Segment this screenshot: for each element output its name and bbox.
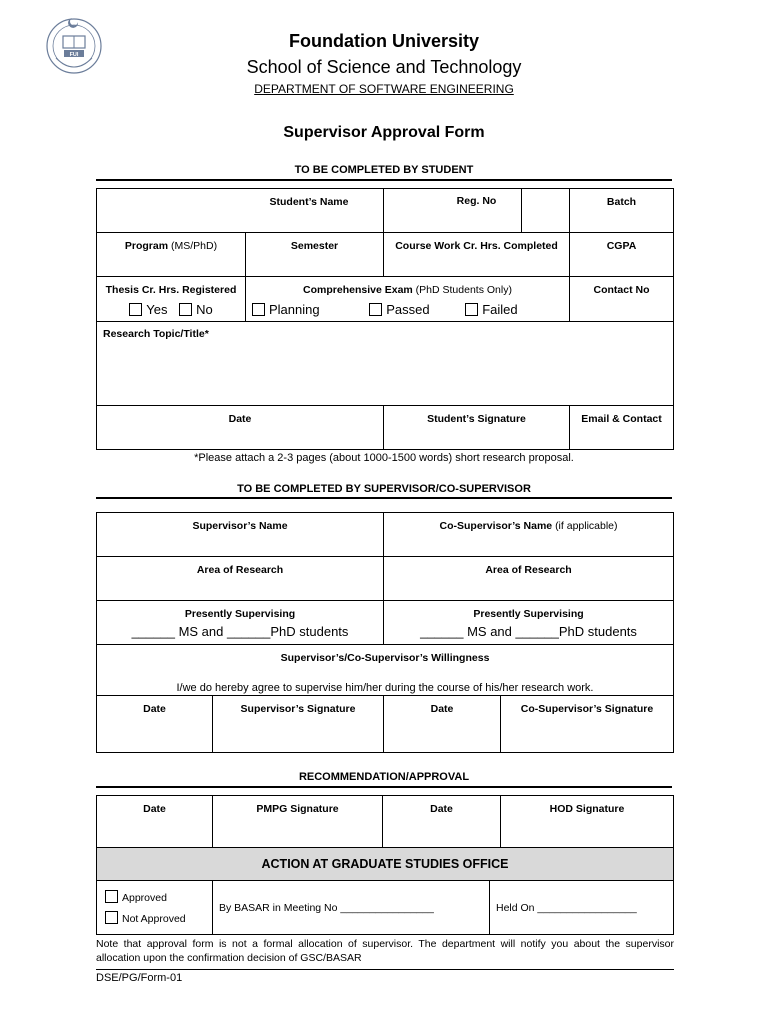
not-approved-label: Not Approved (122, 913, 186, 925)
co-supervisor-date-label: Date (430, 703, 454, 715)
logo-text: FUI (69, 52, 79, 58)
held-on-field[interactable] (490, 881, 674, 935)
thesis-hrs-label: Thesis Cr. Hrs. Registered (105, 284, 237, 296)
held-on-label: Held On _________________ (496, 901, 637, 914)
cgpa-field[interactable] (570, 233, 674, 277)
batch-label: Batch (606, 196, 637, 208)
passed-label: Passed (386, 302, 430, 317)
university-name: Foundation University (288, 31, 479, 51)
program-field[interactable] (97, 233, 246, 277)
student-date-field[interactable] (97, 406, 384, 450)
supervisor-presently-field[interactable] (97, 601, 384, 645)
co-supervisor-name-field[interactable] (384, 513, 674, 557)
section-divider (96, 179, 672, 181)
student-signature-label: Student’s Signature (427, 413, 526, 425)
hod-signature-label: HOD Signature (549, 803, 625, 815)
approval-section-title: RECOMMENDATION/APPROVAL (298, 771, 470, 783)
action-title: ACTION AT GRADUATE STUDIES OFFICE (261, 857, 509, 871)
supervisor-students-count: ______ MS and ______PhD students (131, 624, 349, 639)
student-signature-field[interactable] (384, 406, 570, 450)
comp-exam-label: Comprehensive Exam (303, 284, 413, 296)
approved-label: Approved (122, 892, 167, 904)
student-section-title: TO BE COMPLETED BY STUDENT (294, 164, 474, 176)
email-contact-label: Email & Contact (581, 413, 662, 425)
school-name: School of Science and Technology (246, 57, 522, 77)
yes-label: Yes (146, 302, 168, 317)
planning-label: Planning (269, 302, 320, 317)
supervisor-date-label: Date (143, 703, 166, 715)
basar-meeting-field[interactable] (213, 881, 490, 935)
supervisor-name-label: Supervisor’s Name (192, 520, 288, 532)
student-date-label: Date (228, 413, 252, 425)
planning-checkbox[interactable] (252, 303, 265, 316)
pmpg-date-label: Date (143, 803, 166, 815)
comp-exam-note: (PhD Students Only) (415, 284, 512, 296)
pmpg-signature-label: PMPG Signature (256, 803, 339, 815)
pmpg-signature-field[interactable] (213, 796, 383, 848)
course-work-field[interactable] (384, 233, 570, 277)
batch-field[interactable] (570, 189, 674, 233)
passed-checkbox[interactable] (369, 303, 382, 316)
co-supervisor-signature-field[interactable] (501, 696, 674, 753)
thesis-hrs-field (97, 277, 246, 322)
approval-options (97, 881, 213, 935)
hod-signature-field[interactable] (501, 796, 674, 848)
co-supervisor-presently-label: Presently Supervising (473, 608, 584, 620)
willingness-text: I/we do hereby agree to supervise him/her during the course of his/her research work. (176, 682, 594, 694)
supervisor-presently-label: Presently Supervising (184, 608, 296, 620)
contact-no-field[interactable] (570, 277, 674, 322)
semester-label: Semester (290, 240, 339, 252)
program-note: (MS/PhD) (171, 240, 218, 252)
co-supervisor-presently-field[interactable] (384, 601, 674, 645)
reg-no-label: Reg. No (456, 195, 497, 207)
student-name-label: Student’s Name (269, 196, 349, 208)
supervisor-area-field[interactable] (97, 557, 384, 601)
supervisor-date-field[interactable] (97, 696, 213, 753)
approved-checkbox[interactable] (105, 890, 118, 903)
research-topic-field[interactable] (97, 322, 674, 406)
co-supervisor-name-label: Co-Supervisor’s Name (439, 520, 553, 532)
no-label: No (196, 302, 213, 317)
semester-field[interactable] (246, 233, 384, 277)
contact-no-label: Contact No (593, 284, 650, 296)
form-code: DSE/PG/Form-01 (96, 972, 183, 984)
approval-table (96, 795, 674, 935)
department-name: DEPARTMENT OF SOFTWARE ENGINEERING (254, 82, 514, 96)
research-topic-label: Research Topic/Title* (103, 328, 209, 340)
footer-divider (96, 969, 674, 970)
supervisor-signature-label: Supervisor’s Signature (240, 703, 356, 715)
supervisor-area-label: Area of Research (196, 564, 284, 576)
email-contact-field[interactable] (570, 406, 674, 450)
basar-meeting-label: By BASAR in Meeting No ________________ (219, 901, 434, 914)
co-supervisor-area-label: Area of Research (485, 564, 572, 576)
university-logo (44, 10, 104, 82)
form-title: Supervisor Approval Form (283, 124, 485, 141)
hod-date-label: Date (430, 803, 453, 815)
footer-note: Note that approval form is not a formal allocation of supervisor. The department will notify you about the supervisor allocation upon the confirmation decision of GSC/BASAR (96, 938, 674, 964)
supervisor-table (96, 512, 674, 753)
supervisor-signature-field[interactable] (213, 696, 384, 753)
co-supervisor-date-field[interactable] (384, 696, 501, 753)
cell-divider (383, 189, 384, 233)
student-table (96, 188, 674, 450)
action-header (97, 848, 674, 881)
failed-label: Failed (482, 302, 518, 317)
section-divider (96, 786, 672, 788)
hod-date-field[interactable] (383, 796, 501, 848)
co-supervisor-note: (if applicable) (555, 520, 618, 532)
willingness-block (97, 645, 674, 696)
co-supervisor-signature-label: Co-Supervisor’s Signature (520, 703, 654, 715)
no-checkbox[interactable] (179, 303, 192, 316)
failed-checkbox[interactable] (465, 303, 478, 316)
co-supervisor-students-count: ______ MS and ______PhD students (420, 624, 637, 639)
program-label: Program (124, 240, 169, 252)
co-supervisor-area-field[interactable] (384, 557, 674, 601)
supervisor-name-field[interactable] (97, 513, 384, 557)
cgpa-label: CGPA (606, 240, 637, 252)
not-approved-checkbox[interactable] (105, 911, 118, 924)
yes-checkbox[interactable] (129, 303, 142, 316)
supervisor-section-title: TO BE COMPLETED BY SUPERVISOR/CO-SUPERVISOR (237, 483, 531, 495)
willingness-title: Supervisor’s/Co-Supervisor’s Willingness (280, 652, 490, 664)
pmpg-date-field[interactable] (97, 796, 213, 848)
attach-note: *Please attach a 2-3 pages (about 1000-1500 words) short research proposal. (194, 452, 574, 464)
course-work-label: Course Work Cr. Hrs. Completed (395, 240, 558, 252)
section-divider (96, 497, 672, 499)
comp-exam-field (246, 277, 570, 322)
